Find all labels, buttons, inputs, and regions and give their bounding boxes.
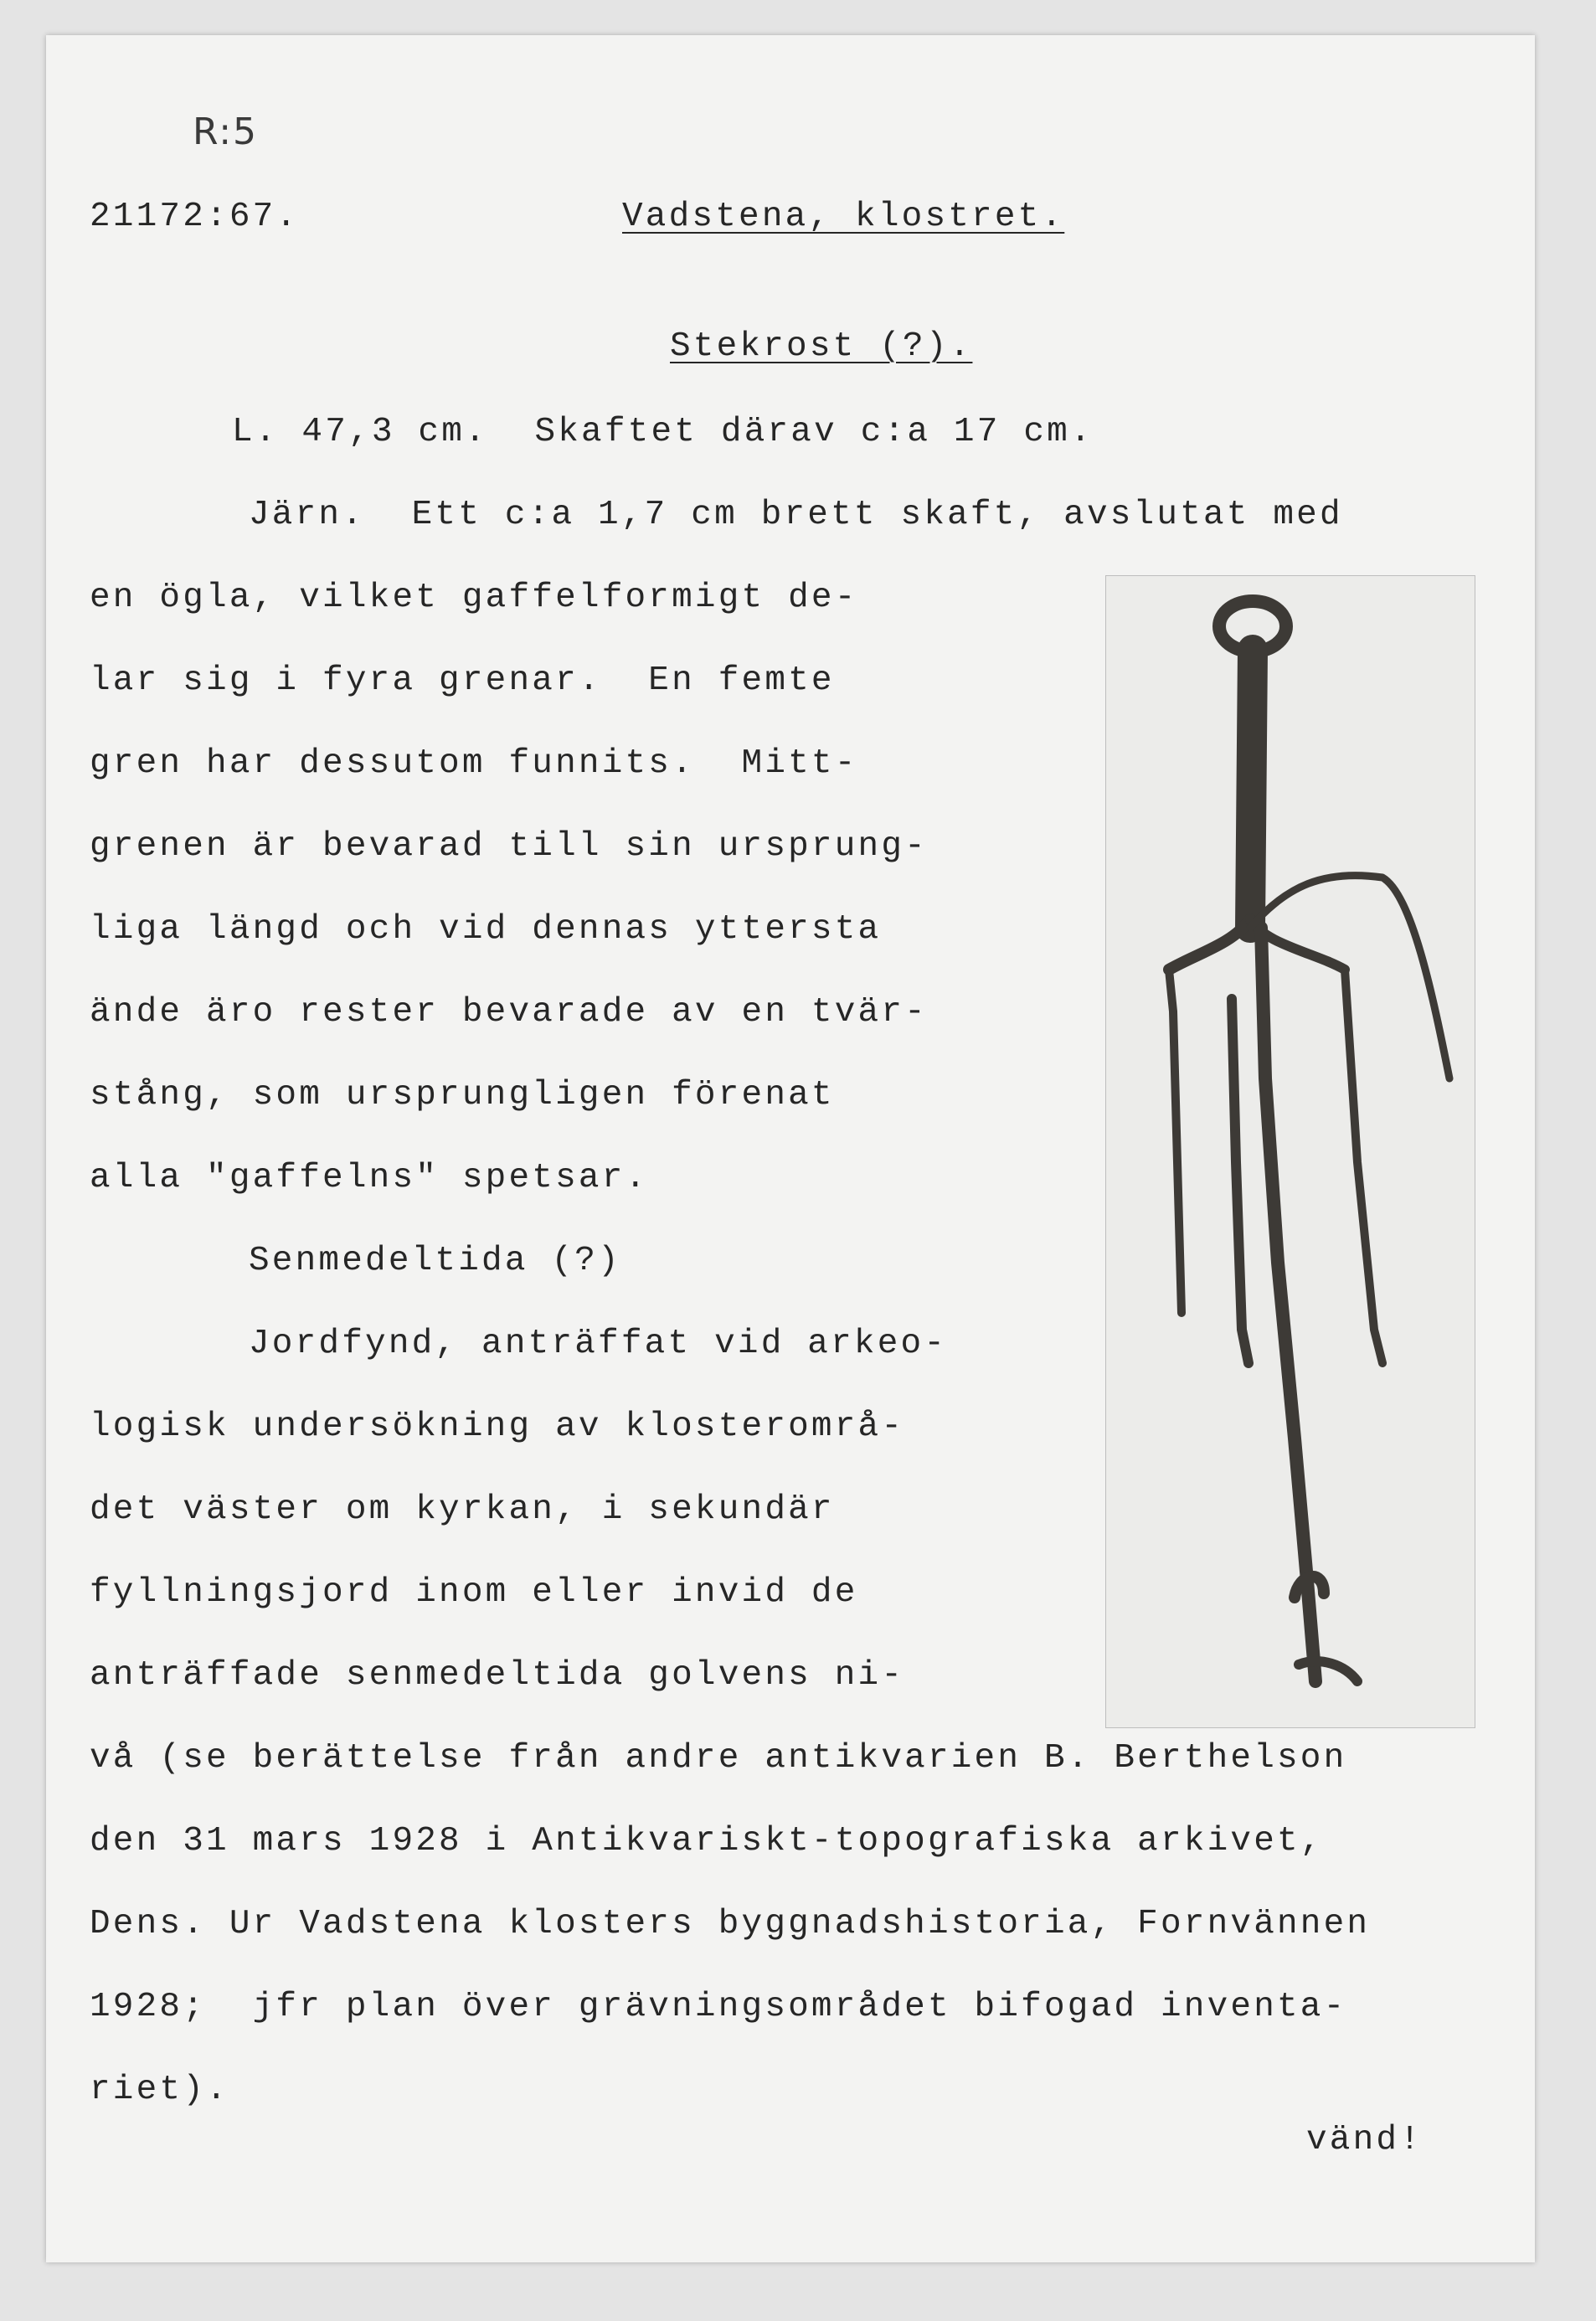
- roasting-fork-illustration: [1106, 576, 1475, 1727]
- find-context-line: Dens. Ur Vadstena klosters byggnadshistoria, Fornvännen: [90, 1905, 1371, 1943]
- description-line: gren har dessutom funnits. Mitt-: [90, 744, 858, 783]
- catalog-card: [46, 35, 1535, 2262]
- find-context-line: anträffade senmedeltida golvens ni-: [90, 1656, 905, 1695]
- find-context-line: Jordfynd, anträffat vid arkeo-: [249, 1325, 948, 1363]
- find-context-line: den 31 mars 1928 i Antikvariskt-topografiska arkivet,: [90, 1822, 1324, 1860]
- description-line: Järn. Ett c:a 1,7 cm brett skaft, avslutat med: [249, 496, 1343, 534]
- artifact-photo: [1105, 575, 1475, 1728]
- find-context-line: vå (se berättelse från andre antikvarien B. Berthelson: [90, 1739, 1347, 1778]
- location-heading: Vadstena, klostret.: [622, 198, 1065, 236]
- find-context-line: 1928; jfr plan över grävningsområdet bifogad inventa-: [90, 1988, 1347, 2026]
- measurement-line: L. 47,3 cm. Skaftet därav c:a 17 cm.: [232, 413, 1094, 451]
- find-context-line: fyllningsjord inom eller invid de: [90, 1573, 858, 1612]
- object-title: Stekrost (?).: [670, 327, 973, 366]
- find-context-line: det väster om kyrkan, i sekundär: [90, 1490, 835, 1529]
- find-context-line: riet).: [90, 2071, 229, 2109]
- description-line: ände äro rester bevarade av en tvär-: [90, 993, 928, 1032]
- find-context-line: logisk undersökning av klosterområ-: [90, 1408, 905, 1446]
- turn-over-note: vänd!: [1306, 2121, 1424, 2159]
- description-line: liga längd och vid dennas yttersta: [90, 910, 882, 949]
- dating-line: Senmedeltida (?): [249, 1242, 621, 1280]
- description-line: alla "gaffelns" spetsar.: [90, 1159, 649, 1197]
- description-line: en ögla, vilket gaffelformigt de-: [90, 579, 858, 617]
- description-line: lar sig i fyra grenar. En femte: [90, 661, 835, 700]
- catalog-number: 21172:67.: [90, 198, 300, 236]
- handwritten-mark: R:5: [193, 111, 259, 153]
- description-line: stång, som ursprungligen förenat: [90, 1076, 835, 1114]
- description-line: grenen är bevarad till sin ursprung-: [90, 827, 928, 866]
